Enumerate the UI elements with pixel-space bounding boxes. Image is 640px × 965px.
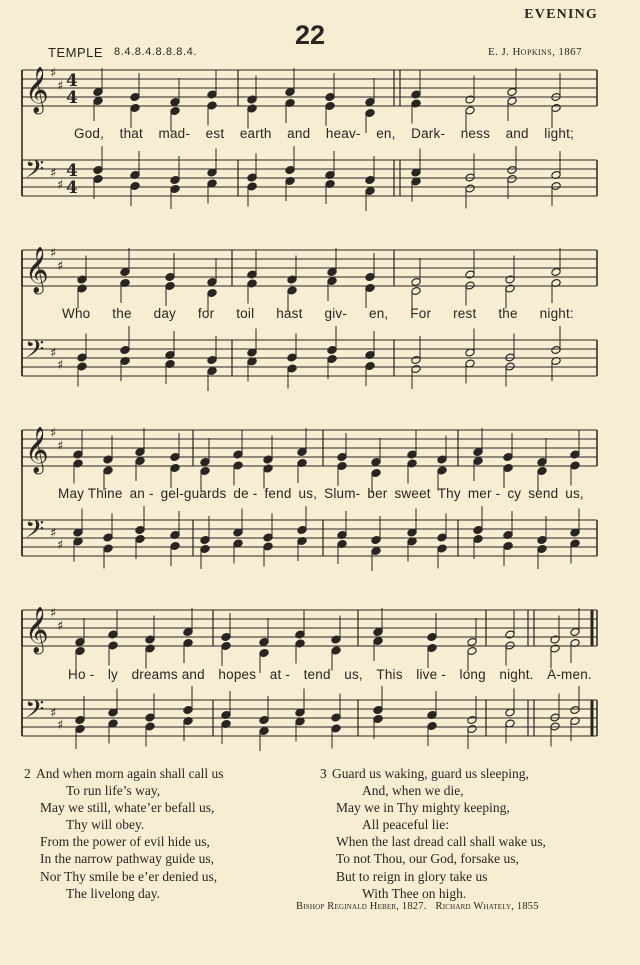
verse-line: From the power of evil hide us, xyxy=(40,834,210,850)
lyric-syllable: est xyxy=(205,126,225,141)
verse-line: To run life’s way, xyxy=(66,783,161,799)
lyric-syllable: ber xyxy=(367,486,388,501)
verse-line: Nor Thy smile be e’er denied us, xyxy=(40,868,218,884)
sharp-sign: ♯ xyxy=(50,606,57,621)
verse-line: When the last dread call shall wake us, xyxy=(336,834,546,850)
verse-line: All peaceful lie: xyxy=(362,817,449,833)
lyric-syllable: giv- xyxy=(324,306,348,321)
treble-clef: 𝄞 xyxy=(25,607,49,653)
treble-clef: 𝄞 xyxy=(25,67,49,113)
lyric-syllable: sweet xyxy=(394,486,431,501)
lyric-syllable: at - xyxy=(269,667,291,682)
lyric-syllable: fend xyxy=(264,486,292,501)
verse-line: May we in Thy mighty keeping, xyxy=(336,800,510,816)
bass-clef: 𝄢 xyxy=(25,155,45,190)
treble-clef: 𝄞 xyxy=(25,427,49,473)
lyric-syllable: night. xyxy=(499,667,534,682)
lyric-syllable: us, xyxy=(565,486,584,501)
lyric-syllable: dreams and xyxy=(131,667,205,682)
verse-line: In the narrow pathway guide us, xyxy=(40,851,214,867)
lyric-syllable: live - xyxy=(416,667,446,682)
sharp-sign: ♯ xyxy=(50,706,57,721)
lyric-line-2 xyxy=(62,306,574,321)
lyric-syllable: God, xyxy=(74,126,105,141)
lyric-syllable: light; xyxy=(544,126,574,141)
verse-3 xyxy=(320,765,546,902)
lyric-syllable: This xyxy=(376,667,403,682)
lyric-syllable: an - xyxy=(129,486,154,501)
sharp-sign: ♯ xyxy=(50,246,57,261)
verse-line xyxy=(320,765,546,782)
alt-author: Richard Whately, 1855 xyxy=(435,901,539,912)
lyric-line-3 xyxy=(58,486,584,501)
lyric-syllable: For xyxy=(410,306,432,321)
lyric-syllable: us, xyxy=(344,667,363,682)
lyric-syllable: for xyxy=(197,306,215,321)
verse-number: 3 xyxy=(320,766,327,781)
lyric-syllable: mad- xyxy=(158,126,191,141)
composer: E. J. Hopkins, 1867 xyxy=(488,46,582,58)
lyric-syllable: long xyxy=(459,667,486,682)
sharp-sign: ♯ xyxy=(50,526,57,541)
verse-line-text: Guard us waking, guard us sleeping, xyxy=(332,766,529,781)
lyric-syllable: the xyxy=(498,306,518,321)
sharp-sign: ♯ xyxy=(57,718,64,733)
lyric-syllable: tend xyxy=(303,667,331,682)
lyric-syllable: Who xyxy=(62,306,91,321)
verse-line: And, when we die, xyxy=(362,783,464,799)
time-signature: 4 xyxy=(66,71,78,91)
lyric-syllable: toil xyxy=(236,306,255,321)
sharp-sign: ♯ xyxy=(50,426,57,441)
verse-line: But to reign in glory take us xyxy=(336,868,488,884)
time-signature: 4 xyxy=(66,161,78,181)
lyric-syllable: night: xyxy=(539,306,574,321)
credits xyxy=(296,901,539,912)
time-signature: 4 xyxy=(66,88,78,108)
lyric-syllable: heav- xyxy=(325,126,361,141)
lyric-syllable: and xyxy=(505,126,529,141)
sharp-sign: ♯ xyxy=(50,66,57,81)
lyric-syllable: May Thine xyxy=(58,486,123,501)
lyric-syllable: mer - xyxy=(467,486,501,501)
hymn-number: 22 xyxy=(294,20,326,50)
lyric-syllable: hopes xyxy=(218,667,257,682)
lyric-syllable: us, xyxy=(298,486,318,501)
verse-line: With Thee on high. xyxy=(362,885,467,901)
verse-line: Thy will obey. xyxy=(66,817,145,833)
lyric-syllable: ness xyxy=(460,126,491,141)
lyric-syllable: Slum- xyxy=(324,486,361,501)
treble-clef: 𝄞 xyxy=(25,247,49,293)
sharp-sign: ♯ xyxy=(50,346,57,361)
sharp-sign: ♯ xyxy=(57,358,64,373)
section-title: EVENING xyxy=(524,7,598,22)
lyric-syllable: hast xyxy=(276,306,303,321)
meter: 8.4.8.4.8.8.8.4. xyxy=(114,46,197,58)
sharp-sign: ♯ xyxy=(57,439,64,454)
verse-line xyxy=(24,765,223,782)
lyric-syllable: A-men. xyxy=(547,667,592,682)
sharp-sign: ♯ xyxy=(57,619,64,634)
lyric-line-4 xyxy=(68,667,592,682)
verse-line: To not Thou, our God, forsake us, xyxy=(336,851,519,867)
lyric-syllable: rest xyxy=(453,306,477,321)
verse-line: May we still, whate’er befall us, xyxy=(40,800,215,816)
text-author: Bishop Reginald Heber, 1827. xyxy=(296,901,427,912)
lyric-syllable: earth xyxy=(239,126,272,141)
sharp-sign: ♯ xyxy=(57,538,64,553)
lyric-syllable: Thy xyxy=(437,486,461,501)
lyric-syllable: the xyxy=(112,306,132,321)
lyric-syllable: that xyxy=(119,126,143,141)
lyric-syllable: de - xyxy=(233,486,258,501)
lyric-syllable: gel-guards xyxy=(160,486,227,501)
bass-clef: 𝄢 xyxy=(25,335,45,370)
lyric-line-1 xyxy=(74,126,574,141)
sharp-sign: ♯ xyxy=(57,79,64,94)
bass-clef: 𝄢 xyxy=(25,515,45,550)
lyric-syllable: day xyxy=(153,306,176,321)
verse-line: The livelong day. xyxy=(66,885,160,901)
lyric-syllable: send xyxy=(528,486,559,501)
lyric-syllable: Ho - xyxy=(68,667,95,682)
bass-clef: 𝄢 xyxy=(25,695,45,730)
sharp-sign: ♯ xyxy=(57,178,64,193)
lyric-syllable: and xyxy=(287,126,311,141)
lyric-syllable: en, xyxy=(368,306,389,321)
verse-2 xyxy=(24,765,223,902)
lyric-syllable: en, xyxy=(376,126,396,141)
lyric-syllable: ly xyxy=(107,667,119,682)
verse-line-text: And when morn again shall call us xyxy=(36,766,224,781)
sharp-sign: ♯ xyxy=(50,166,57,181)
tune-name: TEMPLE xyxy=(48,45,104,60)
lyric-syllable: cy xyxy=(507,486,522,501)
time-signature: 4 xyxy=(66,178,78,198)
verse-number: 2 xyxy=(24,766,31,781)
sharp-sign: ♯ xyxy=(57,259,64,274)
lyric-syllable: Dark- xyxy=(411,126,446,141)
